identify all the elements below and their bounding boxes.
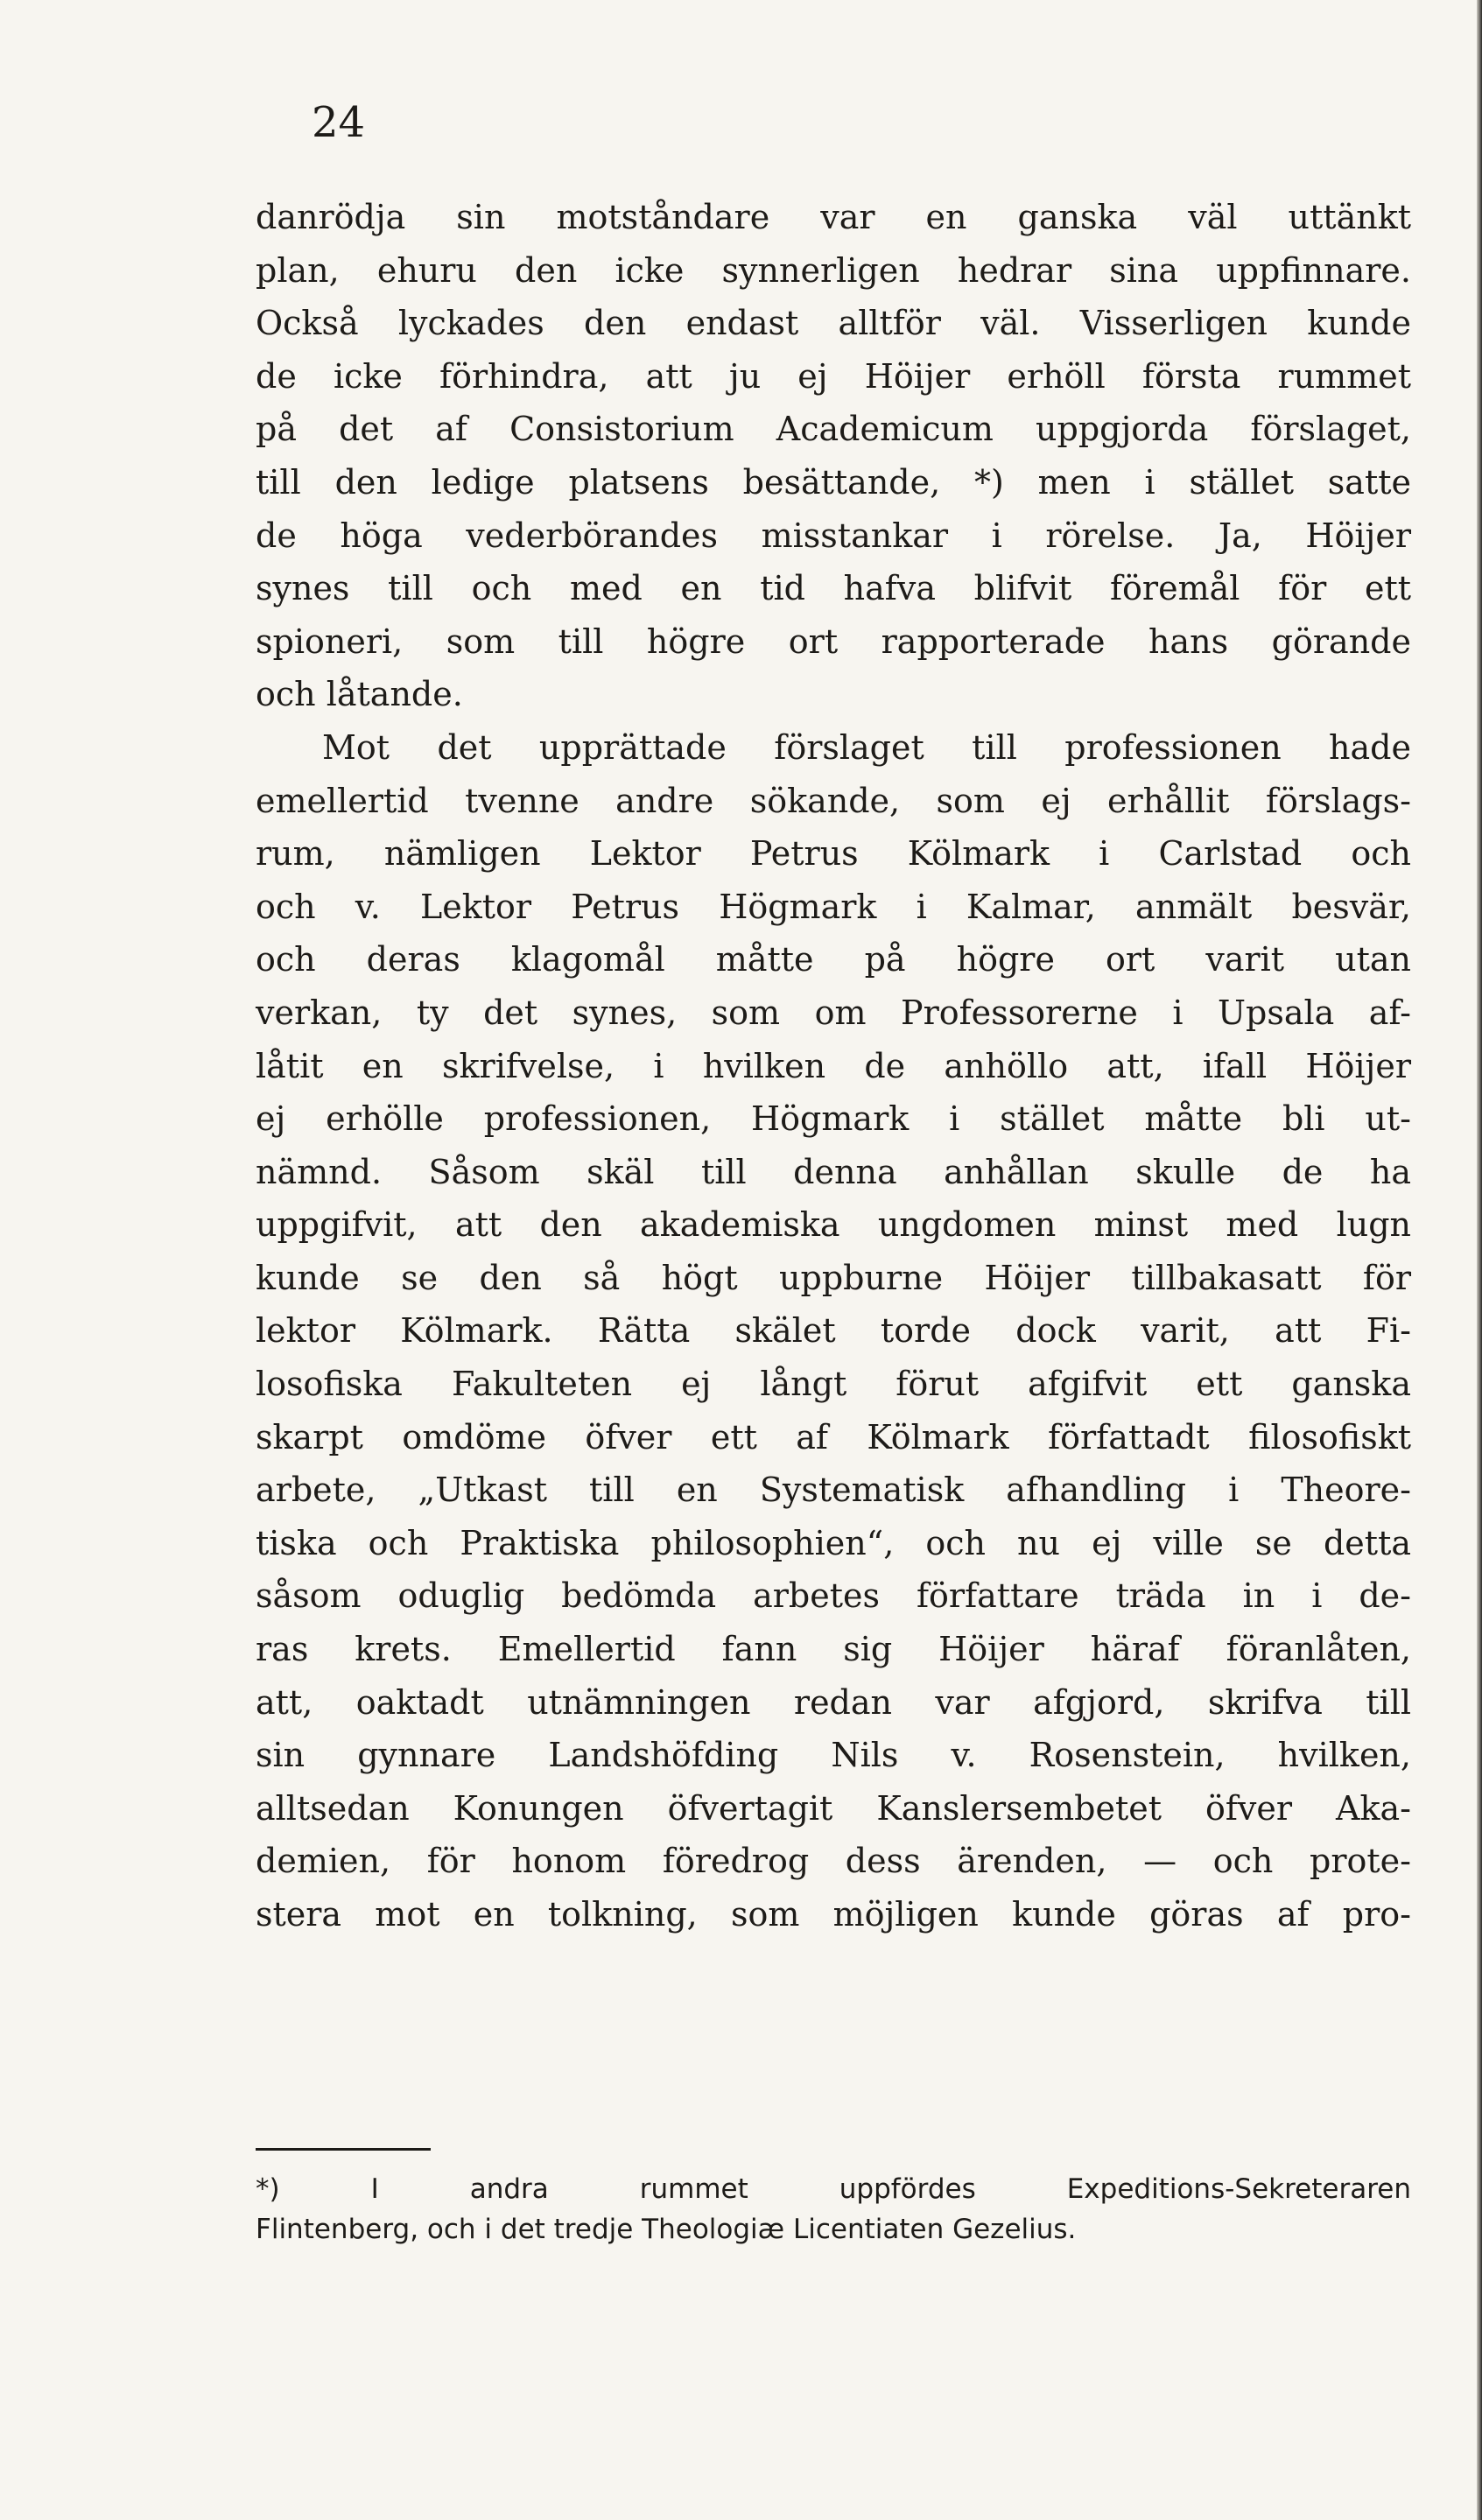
- text-line: lektor Kölmark. Rätta skälet torde dock varit, att Fi-: [256, 1311, 1411, 1351]
- text-line: uppgifvit, att den akademiska ungdomen minst med lugn: [256, 1205, 1411, 1245]
- text-line: synes till och med en tid hafva blifvit föremål för ett: [256, 569, 1411, 608]
- text-line: de icke förhindra, att ju ej Höijer erhöll första rummet: [256, 356, 1411, 396]
- footnote-rule: [256, 2148, 431, 2151]
- text-line: Mot det upprättade förslaget till professionen hade: [322, 727, 1411, 767]
- text-line: stera mot en tolkning, som möjligen kunde göras af pro-: [256, 1895, 1411, 1934]
- text-line: låtit en skrifvelse, i hvilken de anhöllo att, ifall Höijer: [256, 1046, 1411, 1085]
- text-line: losofiska Fakulteten ej långt förut afgifvit ett ganska: [256, 1365, 1411, 1404]
- text-line: till den ledige platsens besättande, *) men i stället satte: [256, 462, 1411, 502]
- text-line: nämnd. Såsom skäl till denna anhållan skulle de ha: [256, 1152, 1411, 1191]
- text-line: plan, ehuru den icke synnerligen hedrar sina uppfinnare.: [256, 250, 1411, 290]
- footnote-line: Flintenberg, och i det tredje Theologiæ Licentiaten Gezelius.: [256, 2214, 1077, 2245]
- text-line: danrödja sin motståndare var en ganska väl uttänkt: [256, 198, 1411, 236]
- footnotes: [256, 2169, 1411, 2250]
- text-line: sin gynnare Landshöfding Nils v. Rosenstein, hvilken,: [256, 1736, 1411, 1775]
- text-line: och deras klagomål måtte på högre ort varit utan: [256, 940, 1411, 979]
- text-line: emellertid tvenne andre sökande, som ej erhållit förslags-: [256, 781, 1411, 820]
- footnote-line: *) I andra rummet uppfördes Expeditions-Sekreteraren: [256, 2173, 1411, 2205]
- text-line: ej erhölle professionen, Högmark i stället måtte bli ut-: [256, 1099, 1411, 1139]
- text-line: på det af Consistorium Academicum uppgjorda förslaget,: [256, 410, 1411, 449]
- text-line: alltsedan Konungen öfvertagit Kanslersembetet öfver Aka-: [256, 1788, 1411, 1828]
- text-line: Också lyckades den endast alltför väl. Visserligen kunde: [256, 304, 1411, 343]
- text-line: demien, för honom föredrog dess ärenden, — och prote-: [256, 1842, 1411, 1881]
- body-text: [256, 191, 1411, 1941]
- text-line: och låtande.: [256, 675, 463, 714]
- text-line: verkan, ty det synes, som om Professorerne i Upsala af-: [256, 993, 1411, 1032]
- page-number: 24: [312, 98, 366, 147]
- text-line: och v. Lektor Petrus Högmark i Kalmar, anmält besvär,: [256, 887, 1411, 926]
- text-line: de höga vederbörandes misstankar i rörelse. Ja, Höijer: [256, 516, 1411, 555]
- text-line: ras krets. Emellertid fann sig Höijer häraf föranlåten,: [256, 1630, 1411, 1669]
- text-line: skarpt omdöme öfver ett af Kölmark författadt filosofiskt: [256, 1417, 1411, 1457]
- text-line: kunde se den så högt uppburne Höijer tillbakasatt för: [256, 1258, 1411, 1297]
- text-line: att, oaktadt utnämningen redan var afgjord, skrifva till: [256, 1682, 1411, 1722]
- text-line: arbete, „Utkast till en Systematisk afhandling i Theore-: [256, 1471, 1411, 1510]
- text-line: spioneri, som till högre ort rapporterade hans görande: [256, 621, 1411, 661]
- text-line: såsom oduglig bedömda arbetes författare träda in i de-: [256, 1576, 1411, 1616]
- text-line: rum, nämligen Lektor Petrus Kölmark i Carlstad och: [256, 834, 1411, 874]
- page-edge: [1477, 0, 1482, 2520]
- text-line: tiska och Praktiska philosophien“, och nu ej ville se detta: [256, 1523, 1411, 1562]
